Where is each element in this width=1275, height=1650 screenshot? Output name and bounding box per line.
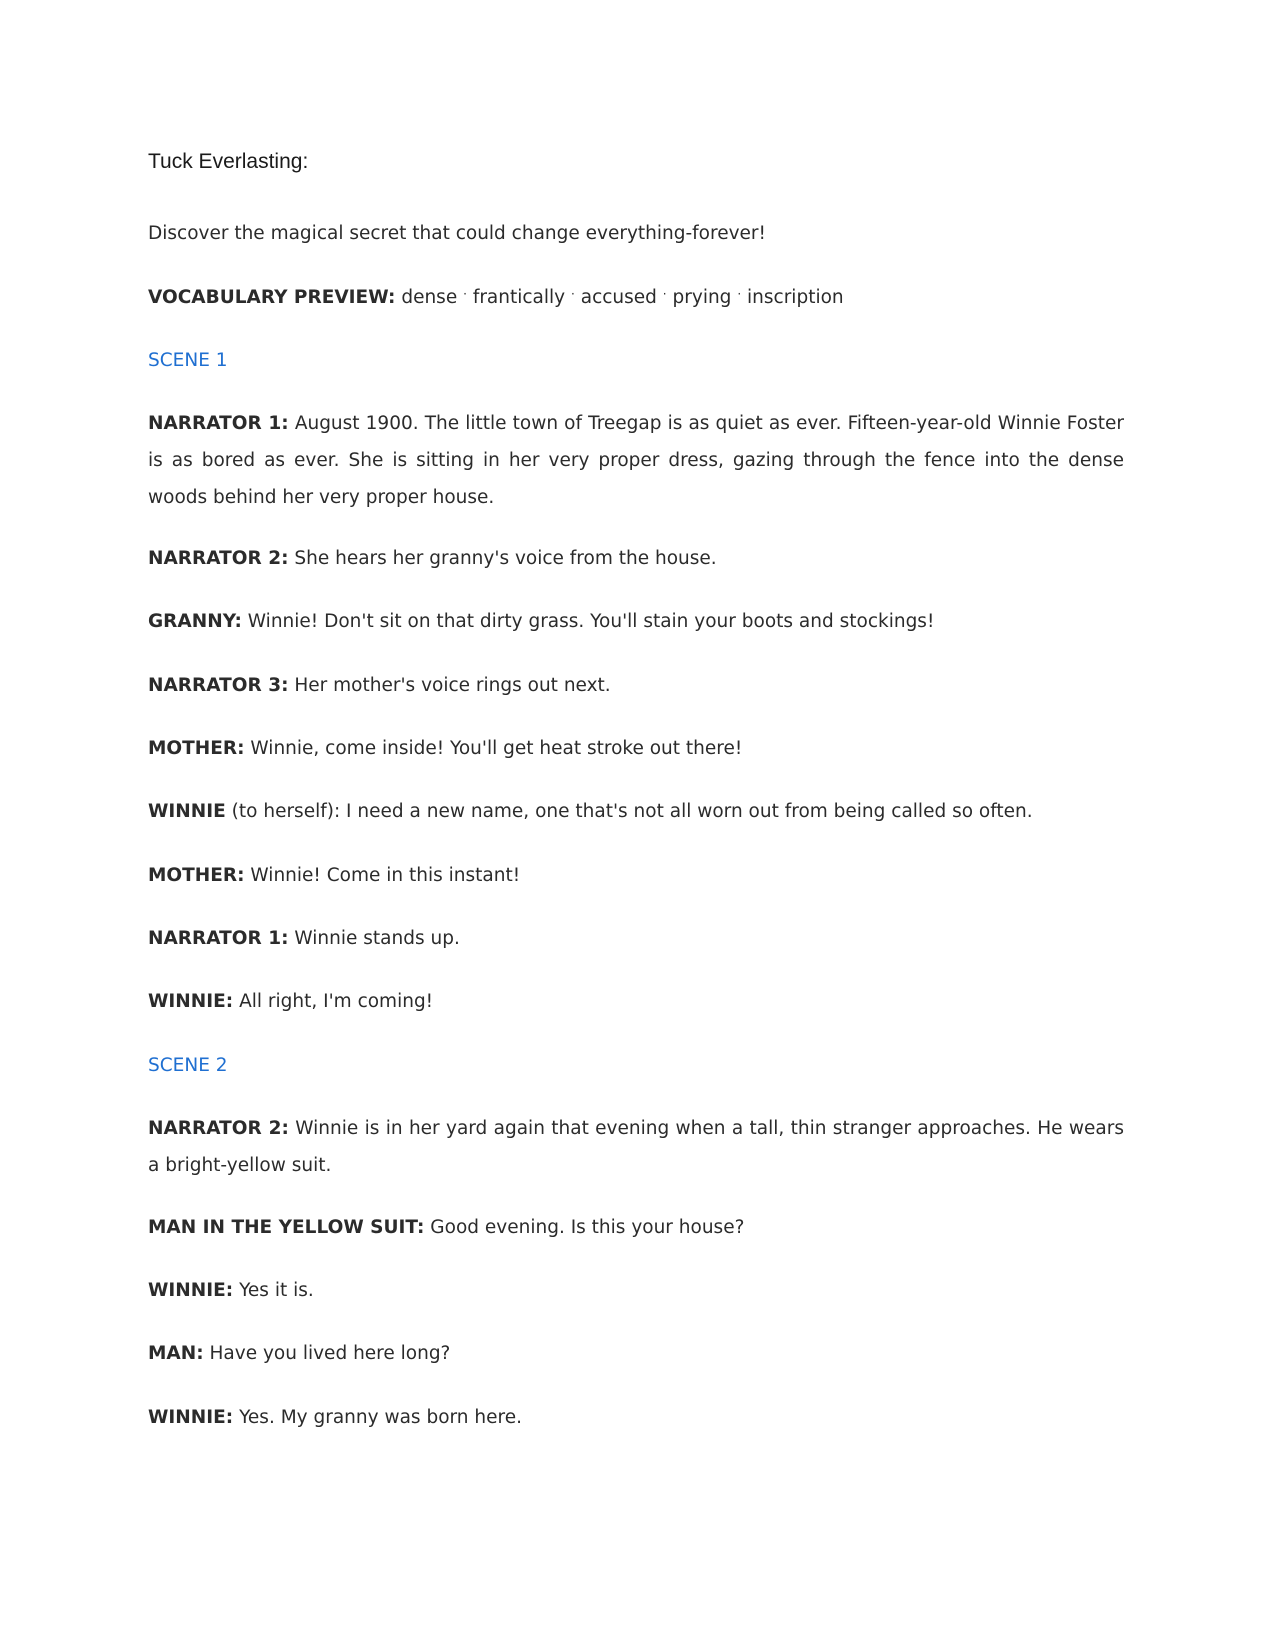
script-line <box>148 1209 1124 1246</box>
document-title: Tuck Everlasting: <box>148 150 309 173</box>
script-line <box>148 405 1124 516</box>
vocab-word: dense <box>401 287 458 308</box>
vocabulary-label: VOCABULARY PREVIEW: <box>148 287 396 308</box>
line-text: Yes it is. <box>239 1280 314 1301</box>
script-line <box>148 793 1124 830</box>
speaker-label: MOTHER: <box>148 865 245 886</box>
line-text: Her mother's voice rings out next. <box>294 675 611 696</box>
script-line <box>148 920 1124 957</box>
script-line <box>148 1272 1124 1309</box>
speaker-label: NARRATOR 3: <box>148 675 289 696</box>
line-text: Yes. My granny was born here. <box>239 1407 522 1428</box>
scene-1-heading: SCENE 1 <box>148 350 228 371</box>
speaker-label: MAN IN THE YELLOW SUIT: <box>148 1217 425 1238</box>
vocab-word: frantically <box>472 287 566 308</box>
line-text: (to herself): I need a new name, one that's not all worn out from being called so often. <box>231 801 1033 822</box>
line-text: Winnie is in her yard again that evening when a tall, thin stranger approaches. He wears a bright-yellow suit. <box>148 1118 1124 1176</box>
speaker-label: NARRATOR 1: <box>148 928 289 949</box>
speaker-label: WINNIE: <box>148 1407 234 1428</box>
script-line <box>148 1399 1124 1436</box>
line-text: Good evening. Is this your house? <box>430 1217 745 1238</box>
speaker-label: NARRATOR 2: <box>148 548 289 569</box>
line-text: Winnie, come inside! You'll get heat stroke out there! <box>250 738 743 759</box>
scene-2-heading: SCENE 2 <box>148 1055 228 1076</box>
speaker-label: WINNIE: <box>148 991 234 1012</box>
speaker-label: MOTHER: <box>148 738 245 759</box>
line-text: August 1900. The little town of Treegap is as quiet as ever. Fifteen-year-old Winnie Foster is as bored as ever. She is sitting in her very proper dress, gazing through the fence into the dense woods behind her very proper house. <box>148 413 1124 508</box>
vocab-separator: · <box>571 287 575 301</box>
script-line <box>148 1335 1124 1372</box>
vocabulary-preview <box>148 279 1124 318</box>
script-line <box>148 667 1124 704</box>
script-line <box>148 730 1124 767</box>
script-line <box>148 603 1124 640</box>
vocab-word: inscription <box>747 287 844 308</box>
script-line <box>148 857 1124 894</box>
speaker-label: GRANNY: <box>148 611 242 632</box>
speaker-label: NARRATOR 2: <box>148 1118 289 1139</box>
script-line <box>148 983 1124 1020</box>
script-line <box>148 1110 1124 1184</box>
tagline: Discover the magical secret that could change everything-forever! <box>148 223 766 244</box>
speaker-label: MAN: <box>148 1343 204 1364</box>
speaker-label: WINNIE: <box>148 1280 234 1301</box>
vocab-word: accused <box>580 287 657 308</box>
line-text: Winnie stands up. <box>294 928 460 949</box>
vocab-separator: · <box>737 287 742 301</box>
vocab-separator: · <box>662 287 667 301</box>
line-text: Winnie! Come in this instant! <box>250 865 521 886</box>
speaker-label: NARRATOR 1: <box>148 413 289 434</box>
line-text: She hears her granny's voice from the house. <box>294 548 717 569</box>
script-line <box>148 540 1124 577</box>
line-text: Have you lived here long? <box>209 1343 451 1364</box>
vocab-word: prying <box>672 287 732 308</box>
line-text: All right, I'm coming! <box>239 991 434 1012</box>
line-text: Winnie! Don't sit on that dirty grass. You'll stain your boots and stockings! <box>247 611 935 632</box>
vocab-separator: · <box>463 287 467 301</box>
speaker-label: WINNIE <box>148 801 226 822</box>
